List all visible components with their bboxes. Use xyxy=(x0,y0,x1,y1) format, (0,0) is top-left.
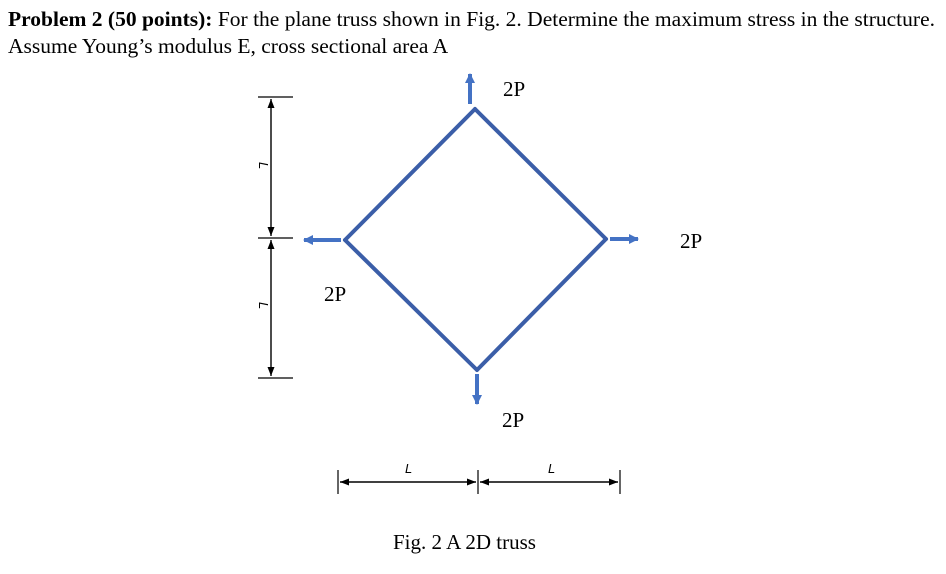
load-label-left: 2P xyxy=(324,282,347,306)
dim-label-vertical-upper: L xyxy=(256,162,271,170)
load-label-top: 2P xyxy=(503,77,526,101)
member-right-bottom xyxy=(477,239,606,370)
load-arrows xyxy=(304,74,638,404)
problem-heading: Problem 2 (50 points): xyxy=(8,7,213,31)
load-label-right: 2P xyxy=(680,229,703,253)
member-left-top xyxy=(345,109,475,240)
problem-body: For the plane truss shown in Fig. 2. Determine the maximum stress in the structure. Assume Young’s modulus E, cross sectional area A xyxy=(8,7,935,58)
dim-label-horizontal-right: L xyxy=(548,461,556,476)
load-label-bottom: 2P xyxy=(502,408,525,432)
figure-caption: Fig. 2 A 2D truss xyxy=(393,530,536,554)
truss-members xyxy=(345,109,606,370)
vertical-dimension xyxy=(258,97,293,378)
member-bottom-left xyxy=(345,240,477,370)
member-top-right xyxy=(475,109,606,239)
dim-label-vertical-lower: L xyxy=(256,302,271,310)
dim-label-horizontal-left: L xyxy=(405,461,413,476)
horizontal-dimension xyxy=(338,470,620,494)
